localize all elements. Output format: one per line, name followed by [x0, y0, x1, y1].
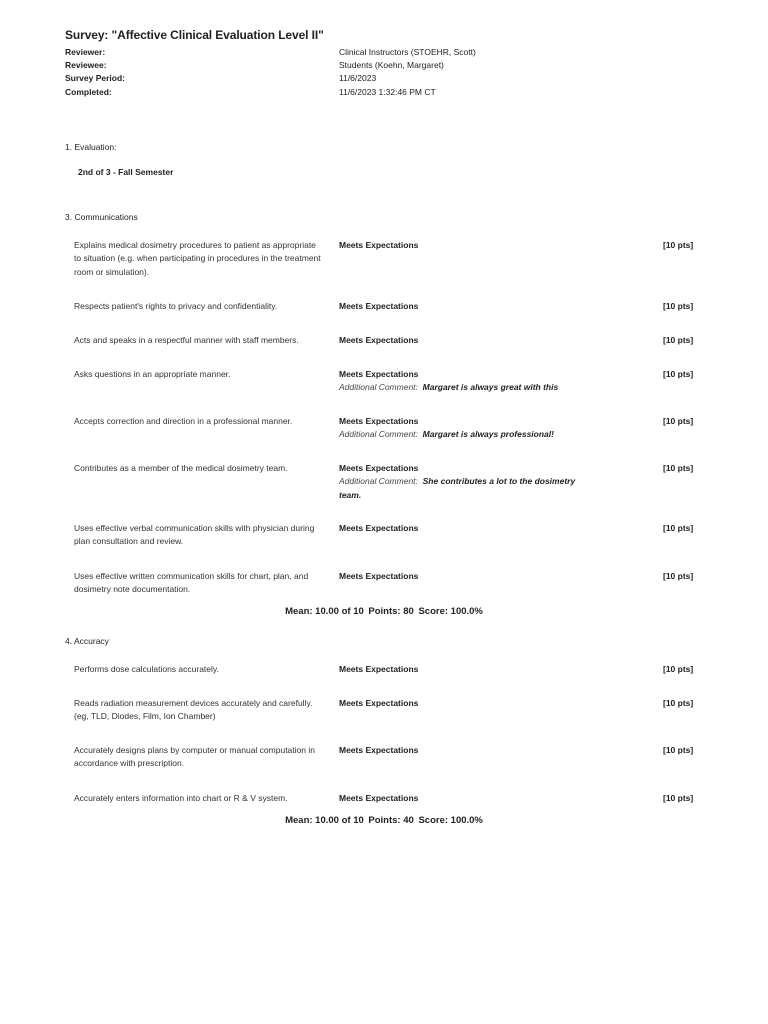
comm-answer-block-6 — [339, 462, 584, 502]
acc-answer-block-4 — [339, 792, 584, 805]
comm-answer-block-2 — [339, 300, 584, 313]
comm-points-7: [10 pts] — [663, 523, 694, 533]
acc-question-2: Reads radiation measurement devices accurately and carefully. (eg, TLD, Diodes, Film, Ion Chamber) — [74, 698, 313, 722]
comm-answer-block-7 — [339, 522, 584, 535]
evaluation-heading: 1. Evaluation: — [65, 142, 117, 152]
comm-points-3: [10 pts] — [663, 335, 694, 345]
comm-points-6: [10 pts] — [663, 463, 694, 473]
comm-answer-7: Meets Expectations — [339, 523, 419, 533]
reviewer-value: Clinical Instructors (STOEHR, Scott) — [339, 47, 476, 57]
acc-question-1: Performs dose calculations accurately. — [74, 664, 219, 674]
communications-mean: Mean: 10.00 of 10 — [285, 606, 364, 617]
comm-answer-6: Meets Expectations — [339, 463, 419, 473]
acc-answer-4: Meets Expectations — [339, 793, 419, 803]
comm-answer-1: Meets Expectations — [339, 240, 419, 250]
acc-answer-block-1 — [339, 663, 584, 676]
comm-question-8: Uses effective written communication skills for chart, plan, and dosimetry note documentation. — [74, 571, 309, 595]
communications-score: Score: 100.0% — [418, 606, 483, 617]
comm-question-6: Contributes as a member of the medical dosimetry team. — [74, 463, 288, 473]
accuracy-points-total: Points: 40 — [368, 815, 414, 826]
acc-question-3: Accurately designs plans by computer or manual computation in accordance with prescription. — [74, 745, 315, 769]
acc-answer-block-3 — [339, 744, 584, 757]
comm-question-3: Acts and speaks in a respectful manner with staff members. — [74, 335, 299, 345]
comm-answer-4: Meets Expectations — [339, 369, 419, 379]
acc-points-3: [10 pts] — [663, 745, 694, 755]
comm-answer-block-4 — [339, 368, 584, 395]
accuracy-mean: Mean: 10.00 of 10 — [285, 815, 364, 826]
acc-answer-3: Meets Expectations — [339, 745, 419, 755]
comm-answer-block-5 — [339, 415, 584, 442]
completed-label: Completed: — [65, 87, 112, 97]
acc-points-4: [10 pts] — [663, 793, 694, 803]
comm-comment-5 — [339, 428, 584, 441]
comm-comment-4 — [339, 381, 584, 394]
reviewer-label: Reviewer: — [65, 47, 106, 57]
comment-text: Margaret is always great with this — [422, 382, 559, 393]
acc-answer-1: Meets Expectations — [339, 664, 419, 674]
comm-question-1: Explains medical dosimetry procedures to patient as appropriate to situation (e.g. when participating in procedures in the treatment room or simulation). — [74, 240, 321, 277]
comm-question-4: Asks questions in an appropriate manner. — [74, 369, 231, 379]
comm-answer-block-3 — [339, 334, 584, 347]
comm-points-4: [10 pts] — [663, 369, 694, 379]
accuracy-score: Score: 100.0% — [418, 815, 483, 826]
comm-answer-8: Meets Expectations — [339, 571, 419, 581]
comment-text: Margaret is always professional! — [422, 429, 554, 440]
acc-answer-2: Meets Expectations — [339, 698, 419, 708]
communications-summary — [0, 606, 768, 617]
comm-answer-3: Meets Expectations — [339, 335, 419, 345]
accuracy-summary — [0, 815, 768, 826]
comment-label: Additional Comment: — [339, 476, 418, 487]
comm-question-7: Uses effective verbal communication skills with physician during plan consultation and review. — [74, 523, 315, 547]
comment-label: Additional Comment: — [339, 382, 418, 393]
comm-question-5: Accepts correction and direction in a professional manner. — [74, 416, 293, 426]
comm-comment-6 — [339, 475, 584, 502]
comment-label: Additional Comment: — [339, 429, 418, 440]
comm-points-5: [10 pts] — [663, 416, 694, 426]
communications-points-total: Points: 80 — [368, 606, 414, 617]
comm-answer-block-8 — [339, 570, 584, 583]
comm-answer-block-1 — [339, 239, 584, 252]
evaluation-value: 2nd of 3 - Fall Semester — [78, 167, 174, 177]
survey-title: Survey: "Affective Clinical Evaluation Level II" — [65, 28, 324, 42]
comm-question-2: Respects patient's rights to privacy and confidentiality. — [74, 301, 278, 311]
comm-answer-5: Meets Expectations — [339, 416, 419, 426]
comm-points-8: [10 pts] — [663, 571, 694, 581]
acc-question-4: Accurately enters information into chart or R & V system. — [74, 793, 288, 803]
comm-points-2: [10 pts] — [663, 301, 694, 311]
comm-points-1: [10 pts] — [663, 240, 694, 250]
survey-period-label: Survey Period: — [65, 73, 125, 83]
comm-answer-2: Meets Expectations — [339, 301, 419, 311]
survey-period-value: 11/6/2023 — [339, 73, 377, 83]
reviewee-label: Reviewee: — [65, 60, 107, 70]
acc-answer-block-2 — [339, 697, 584, 710]
accuracy-heading: 4. Accuracy — [65, 636, 109, 646]
completed-value: 11/6/2023 1:32:46 PM CT — [339, 87, 436, 97]
communications-heading: 3. Communications — [65, 212, 138, 222]
acc-points-2: [10 pts] — [663, 698, 694, 708]
comment-text: She contributes a lot to the dosimetry team. — [339, 476, 576, 500]
acc-points-1: [10 pts] — [663, 664, 694, 674]
reviewee-value: Students (Koehn, Margaret) — [339, 60, 444, 70]
